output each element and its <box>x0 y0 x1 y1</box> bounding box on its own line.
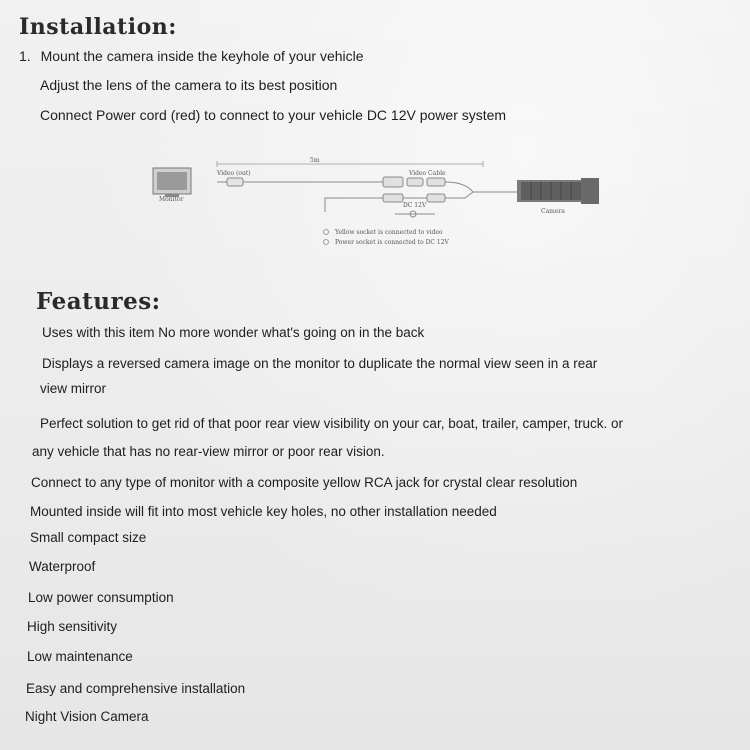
feature-item: Displays a reversed camera image on the monitor to duplicate the normal view seen in a rear <box>42 356 598 371</box>
features-heading: Features: <box>36 288 161 315</box>
feature-item: Uses with this item No more wonder what's going on in the back <box>42 325 425 340</box>
step-number: 1. <box>19 48 31 64</box>
video-cable-label: Video Cable <box>409 170 446 177</box>
feature-item: Waterproof <box>29 559 96 574</box>
feature-item: Mounted inside will fit into most vehicle key holes, no other installation needed <box>30 504 497 519</box>
feature-item: Connect to any type of monitor with a composite yellow RCA jack for crystal clear resolution <box>31 475 578 490</box>
length-label: 5m <box>310 157 320 164</box>
video-cable <box>217 177 517 192</box>
installation-step-2: Adjust the lens of the camera to its best position <box>40 77 338 93</box>
feature-item: view mirror <box>40 381 106 396</box>
feature-item: Low maintenance <box>27 649 133 664</box>
power-cable <box>325 192 473 217</box>
feature-item: Low power consumption <box>28 590 174 605</box>
feature-item: Easy and comprehensive installation <box>26 681 246 696</box>
video-out-label: Video (out) <box>217 170 251 177</box>
camera-drawing <box>517 178 599 204</box>
monitor-drawing <box>153 168 191 197</box>
feature-item: Small compact size <box>30 530 147 545</box>
diagram-note-2: Power socket is connected to DC 12V <box>335 239 449 246</box>
feature-item: Night Vision Camera <box>25 709 149 724</box>
feature-item: Perfect solution to get rid of that poor rear view visibility on your car, boat, trailer, camper, truck. or <box>40 416 624 431</box>
installation-heading: Installation: <box>19 14 177 40</box>
installation-step-3: Connect Power cord (red) to connect to your vehicle DC 12V power system <box>40 107 507 123</box>
wiring-diagram <box>145 152 615 257</box>
camera-label: Camera <box>541 208 565 215</box>
length-indicator <box>217 161 483 167</box>
note-1-marker <box>324 230 329 235</box>
dc-label: DC 12V <box>403 202 427 209</box>
diagram-note-1: Yellow socket is connected to video <box>335 229 443 236</box>
feature-item: High sensitivity <box>27 619 118 634</box>
installation-step-1 <box>19 48 364 64</box>
step-text: Mount the camera inside the keyhole of your vehicle <box>40 48 364 64</box>
feature-item: any vehicle that has no rear-view mirror or poor rear vision. <box>32 444 385 459</box>
note-2-marker <box>324 240 329 245</box>
monitor-label: Monitor <box>159 196 184 203</box>
